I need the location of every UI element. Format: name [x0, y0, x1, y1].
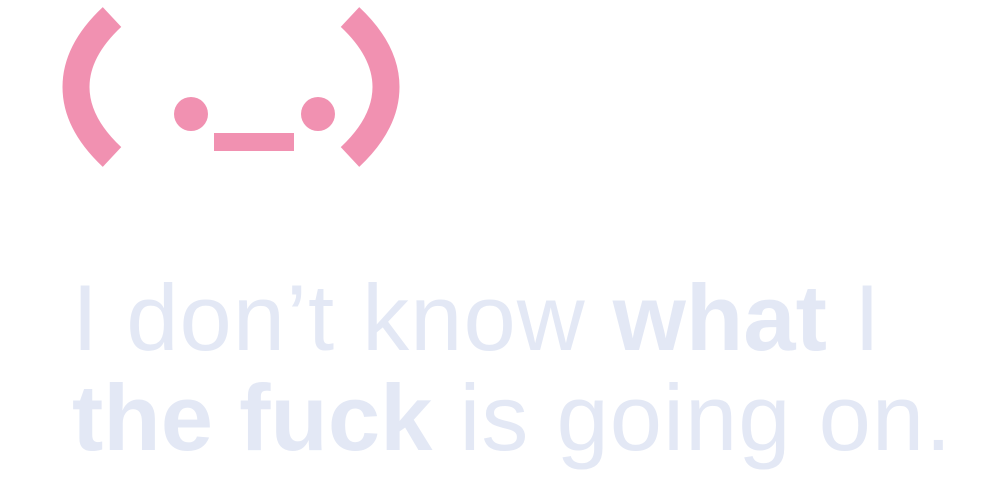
left-parenthesis	[76, 17, 112, 157]
mouth	[214, 133, 294, 151]
caption-text	[72, 265, 972, 470]
caption-line-1	[72, 265, 972, 370]
right-parenthesis	[350, 17, 386, 157]
caption-line-2	[72, 365, 972, 470]
caption-line-1-bold: what	[612, 265, 827, 370]
left-eye	[174, 97, 208, 131]
caption-line-1-end: I	[826, 265, 882, 370]
right-eye	[301, 97, 335, 131]
caption-line-1-regular: I don’t know	[72, 265, 613, 370]
caption-line-2-regular: is going on.	[432, 365, 953, 470]
emoticon-text	[0, 0, 2, 1]
caption-line-2-bold: the fuck	[72, 365, 433, 470]
